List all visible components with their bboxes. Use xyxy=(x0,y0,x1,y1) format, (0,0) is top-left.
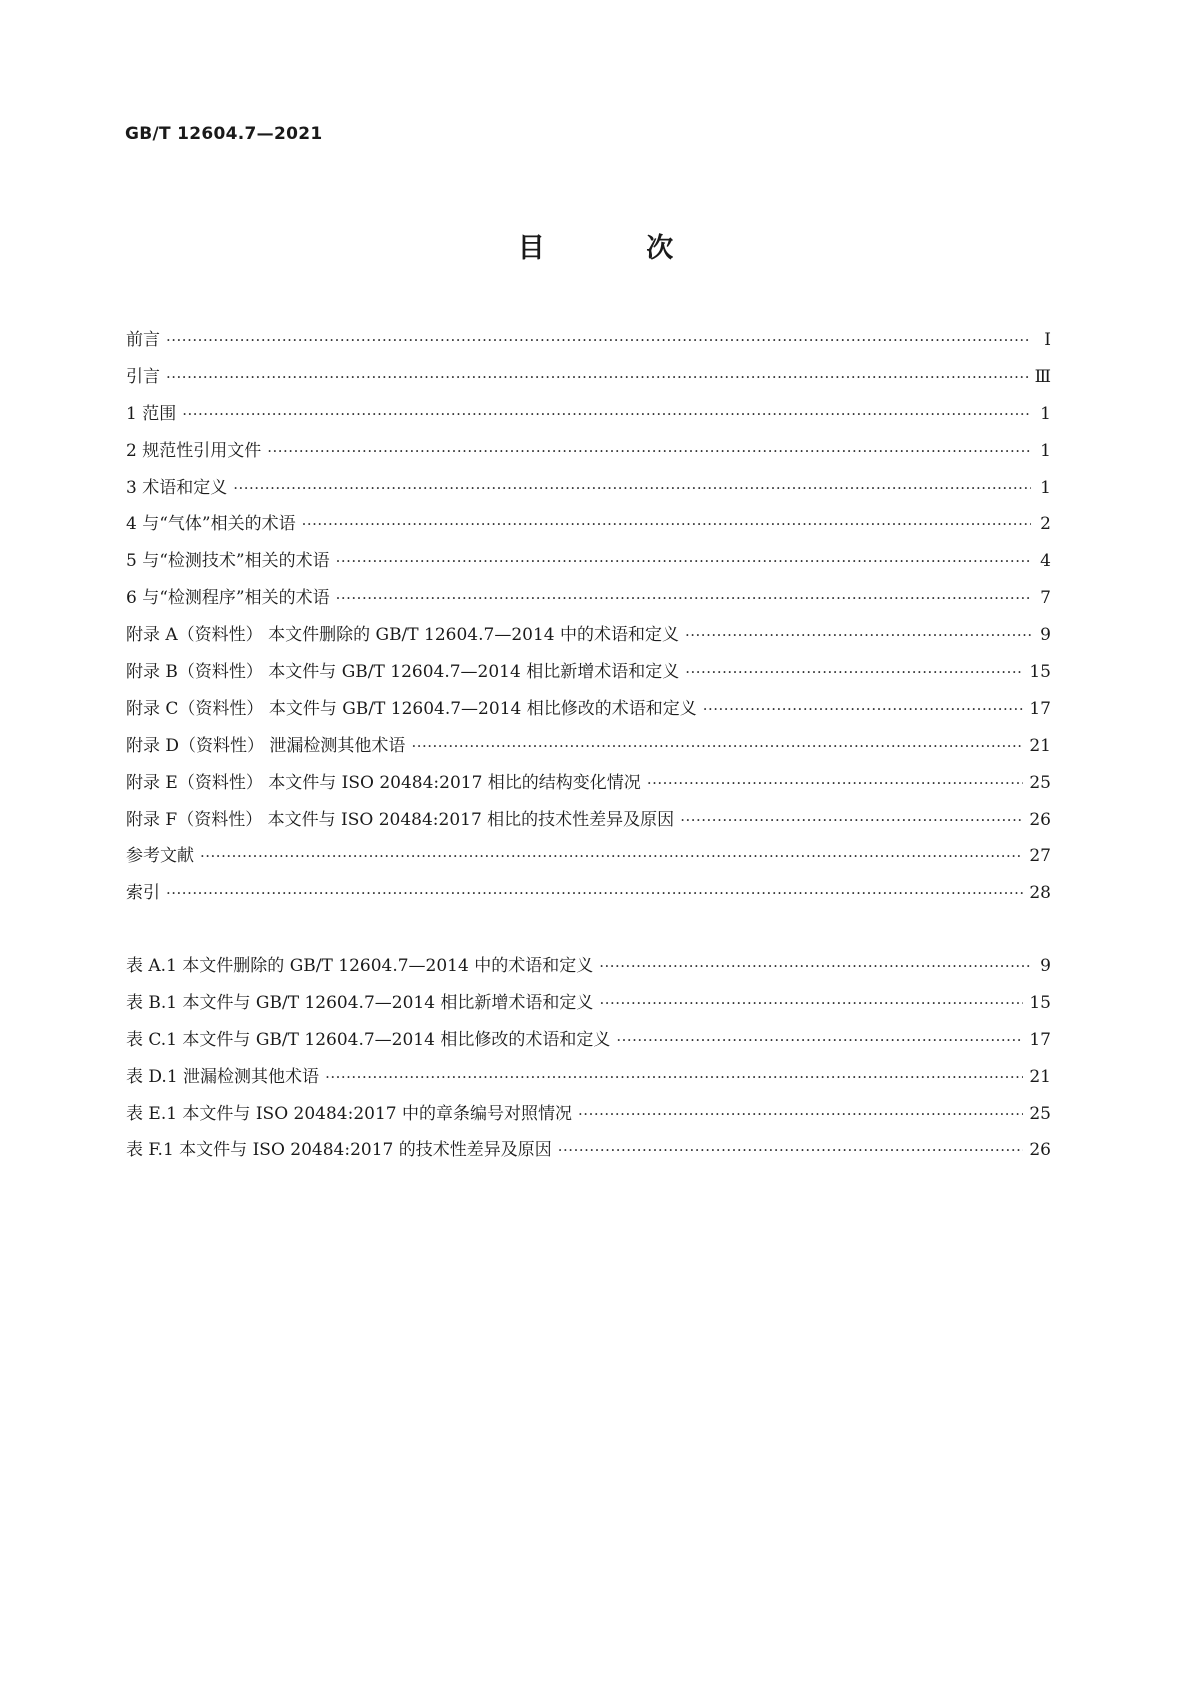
toc-entry-label: 附录 A（资料性） 本文件删除的 GB/T 12604.7—2014 中的术语和定义 xyxy=(126,625,679,646)
dot-leader xyxy=(182,402,1031,426)
toc-entry-label: 附录 F（资料性） 本文件与 ISO 20484:2017 相比的技术性差异及原因 xyxy=(126,809,675,830)
table-entry-label: 表 D.1 泄漏检测其他术语 xyxy=(126,1066,320,1087)
dot-leader xyxy=(267,439,1031,463)
dot-leader xyxy=(336,586,1031,610)
table-entry-page: 15 xyxy=(1029,992,1051,1013)
dot-leader xyxy=(200,844,1023,868)
toc-entry-label: 附录 E（资料性） 本文件与 ISO 20484:2017 相比的结构变化情况 xyxy=(126,772,641,793)
toc-entry-normative-references[interactable] xyxy=(126,439,1051,476)
toc-entry-procedure-terms[interactable] xyxy=(126,586,1051,623)
table-entry-d1[interactable] xyxy=(126,1065,1051,1102)
toc-entry-page: 25 xyxy=(1029,772,1051,793)
document-code: GB/T 12604.7—2021 xyxy=(125,124,323,144)
table-of-contents xyxy=(126,328,1051,918)
toc-entry-page: 2 xyxy=(1040,514,1051,535)
toc-entry-label: 前言 xyxy=(126,330,160,350)
toc-entry-label: 索引 xyxy=(126,883,160,904)
dot-leader xyxy=(599,954,1031,978)
table-entry-label: 表 B.1 本文件与 GB/T 12604.7—2014 相比新增术语和定义 xyxy=(126,992,594,1013)
toc-entry-page: 27 xyxy=(1029,846,1051,867)
table-entry-label: 表 E.1 本文件与 ISO 20484:2017 中的章条编号对照情况 xyxy=(126,1103,573,1124)
toc-entry-page: Ⅲ xyxy=(1034,366,1051,387)
table-entry-page: 26 xyxy=(1029,1140,1051,1161)
toc-entry-page: 28 xyxy=(1029,883,1051,904)
toc-entry-terms-definitions[interactable] xyxy=(126,476,1051,513)
dot-leader xyxy=(685,623,1031,647)
toc-entry-label: 3 术语和定义 xyxy=(126,477,228,498)
toc-entry-introduction[interactable] xyxy=(126,365,1051,402)
table-entry-label: 表 F.1 本文件与 ISO 20484:2017 的技术性差异及原因 xyxy=(126,1140,552,1161)
table-entry-b1[interactable] xyxy=(126,991,1051,1028)
page-title: 目 次 xyxy=(517,233,720,264)
dot-leader xyxy=(166,365,1029,389)
toc-entry-annex-a[interactable] xyxy=(126,623,1051,660)
dot-leader xyxy=(647,771,1024,795)
toc-entry-label: 1 范围 xyxy=(126,403,177,424)
toc-entry-label: 6 与“检测程序”相关的术语 xyxy=(126,588,330,609)
dot-leader xyxy=(578,1102,1023,1126)
table-entry-page: 9 xyxy=(1040,956,1051,976)
toc-entry-page: 1 xyxy=(1040,403,1051,424)
dot-leader xyxy=(302,512,1031,536)
table-entry-page: 17 xyxy=(1029,1029,1051,1050)
table-entry-label: 表 C.1 本文件与 GB/T 12604.7—2014 相比修改的术语和定义 xyxy=(126,1029,611,1050)
toc-entry-page: 15 xyxy=(1029,662,1051,683)
toc-entry-label: 5 与“检测技术”相关的术语 xyxy=(126,551,330,572)
list-of-tables xyxy=(126,954,1051,1175)
toc-entry-annex-b[interactable] xyxy=(126,660,1051,697)
table-entry-a1[interactable] xyxy=(126,954,1051,991)
toc-entry-label: 4 与“气体”相关的术语 xyxy=(126,514,296,535)
toc-entry-page: Ⅰ xyxy=(1044,330,1051,350)
toc-entry-page: 1 xyxy=(1040,440,1051,461)
dot-leader xyxy=(685,660,1023,684)
dot-leader xyxy=(166,328,1031,352)
table-entry-page: 21 xyxy=(1029,1066,1051,1087)
toc-entry-page: 7 xyxy=(1040,588,1051,609)
toc-entry-annex-d[interactable] xyxy=(126,734,1051,771)
table-entry-label: 表 A.1 本文件删除的 GB/T 12604.7—2014 中的术语和定义 xyxy=(126,956,594,976)
dot-leader xyxy=(336,549,1031,573)
toc-entry-page: 26 xyxy=(1029,809,1051,830)
toc-entry-index[interactable] xyxy=(126,881,1051,918)
dot-leader xyxy=(233,476,1031,500)
toc-entry-page: 21 xyxy=(1029,735,1051,756)
table-entry-page: 25 xyxy=(1029,1103,1051,1124)
dot-leader xyxy=(558,1138,1024,1162)
toc-entry-page: 9 xyxy=(1040,625,1051,646)
toc-entry-label: 2 规范性引用文件 xyxy=(126,440,262,461)
dot-leader xyxy=(703,697,1024,721)
toc-entry-annex-f[interactable] xyxy=(126,808,1051,845)
table-entry-e1[interactable] xyxy=(126,1102,1051,1139)
toc-entry-label: 参考文献 xyxy=(126,846,194,867)
toc-entry-gas-terms[interactable] xyxy=(126,512,1051,549)
toc-entry-label: 引言 xyxy=(126,366,160,387)
dot-leader xyxy=(166,881,1023,905)
toc-entry-scope[interactable] xyxy=(126,402,1051,439)
table-entry-f1[interactable] xyxy=(126,1138,1051,1175)
toc-entry-annex-c[interactable] xyxy=(126,697,1051,734)
toc-entry-annex-e[interactable] xyxy=(126,771,1051,808)
table-entry-c1[interactable] xyxy=(126,1028,1051,1065)
dot-leader xyxy=(616,1028,1023,1052)
dot-leader xyxy=(411,734,1023,758)
toc-entry-page: 1 xyxy=(1040,477,1051,498)
toc-entry-label: 附录 C（资料性） 本文件与 GB/T 12604.7—2014 相比修改的术语和定义 xyxy=(126,698,697,719)
dot-leader xyxy=(680,808,1023,832)
dot-leader xyxy=(599,991,1023,1015)
toc-entry-page: 17 xyxy=(1029,698,1051,719)
toc-entry-page: 4 xyxy=(1040,551,1051,572)
toc-entry-technique-terms[interactable] xyxy=(126,549,1051,586)
toc-entry-bibliography[interactable] xyxy=(126,844,1051,881)
dot-leader xyxy=(325,1065,1023,1089)
toc-entry-label: 附录 D（资料性） 泄漏检测其他术语 xyxy=(126,735,406,756)
toc-entry-label: 附录 B（资料性） 本文件与 GB/T 12604.7—2014 相比新增术语和定义 xyxy=(126,662,680,683)
toc-entry-foreword[interactable] xyxy=(126,328,1051,365)
